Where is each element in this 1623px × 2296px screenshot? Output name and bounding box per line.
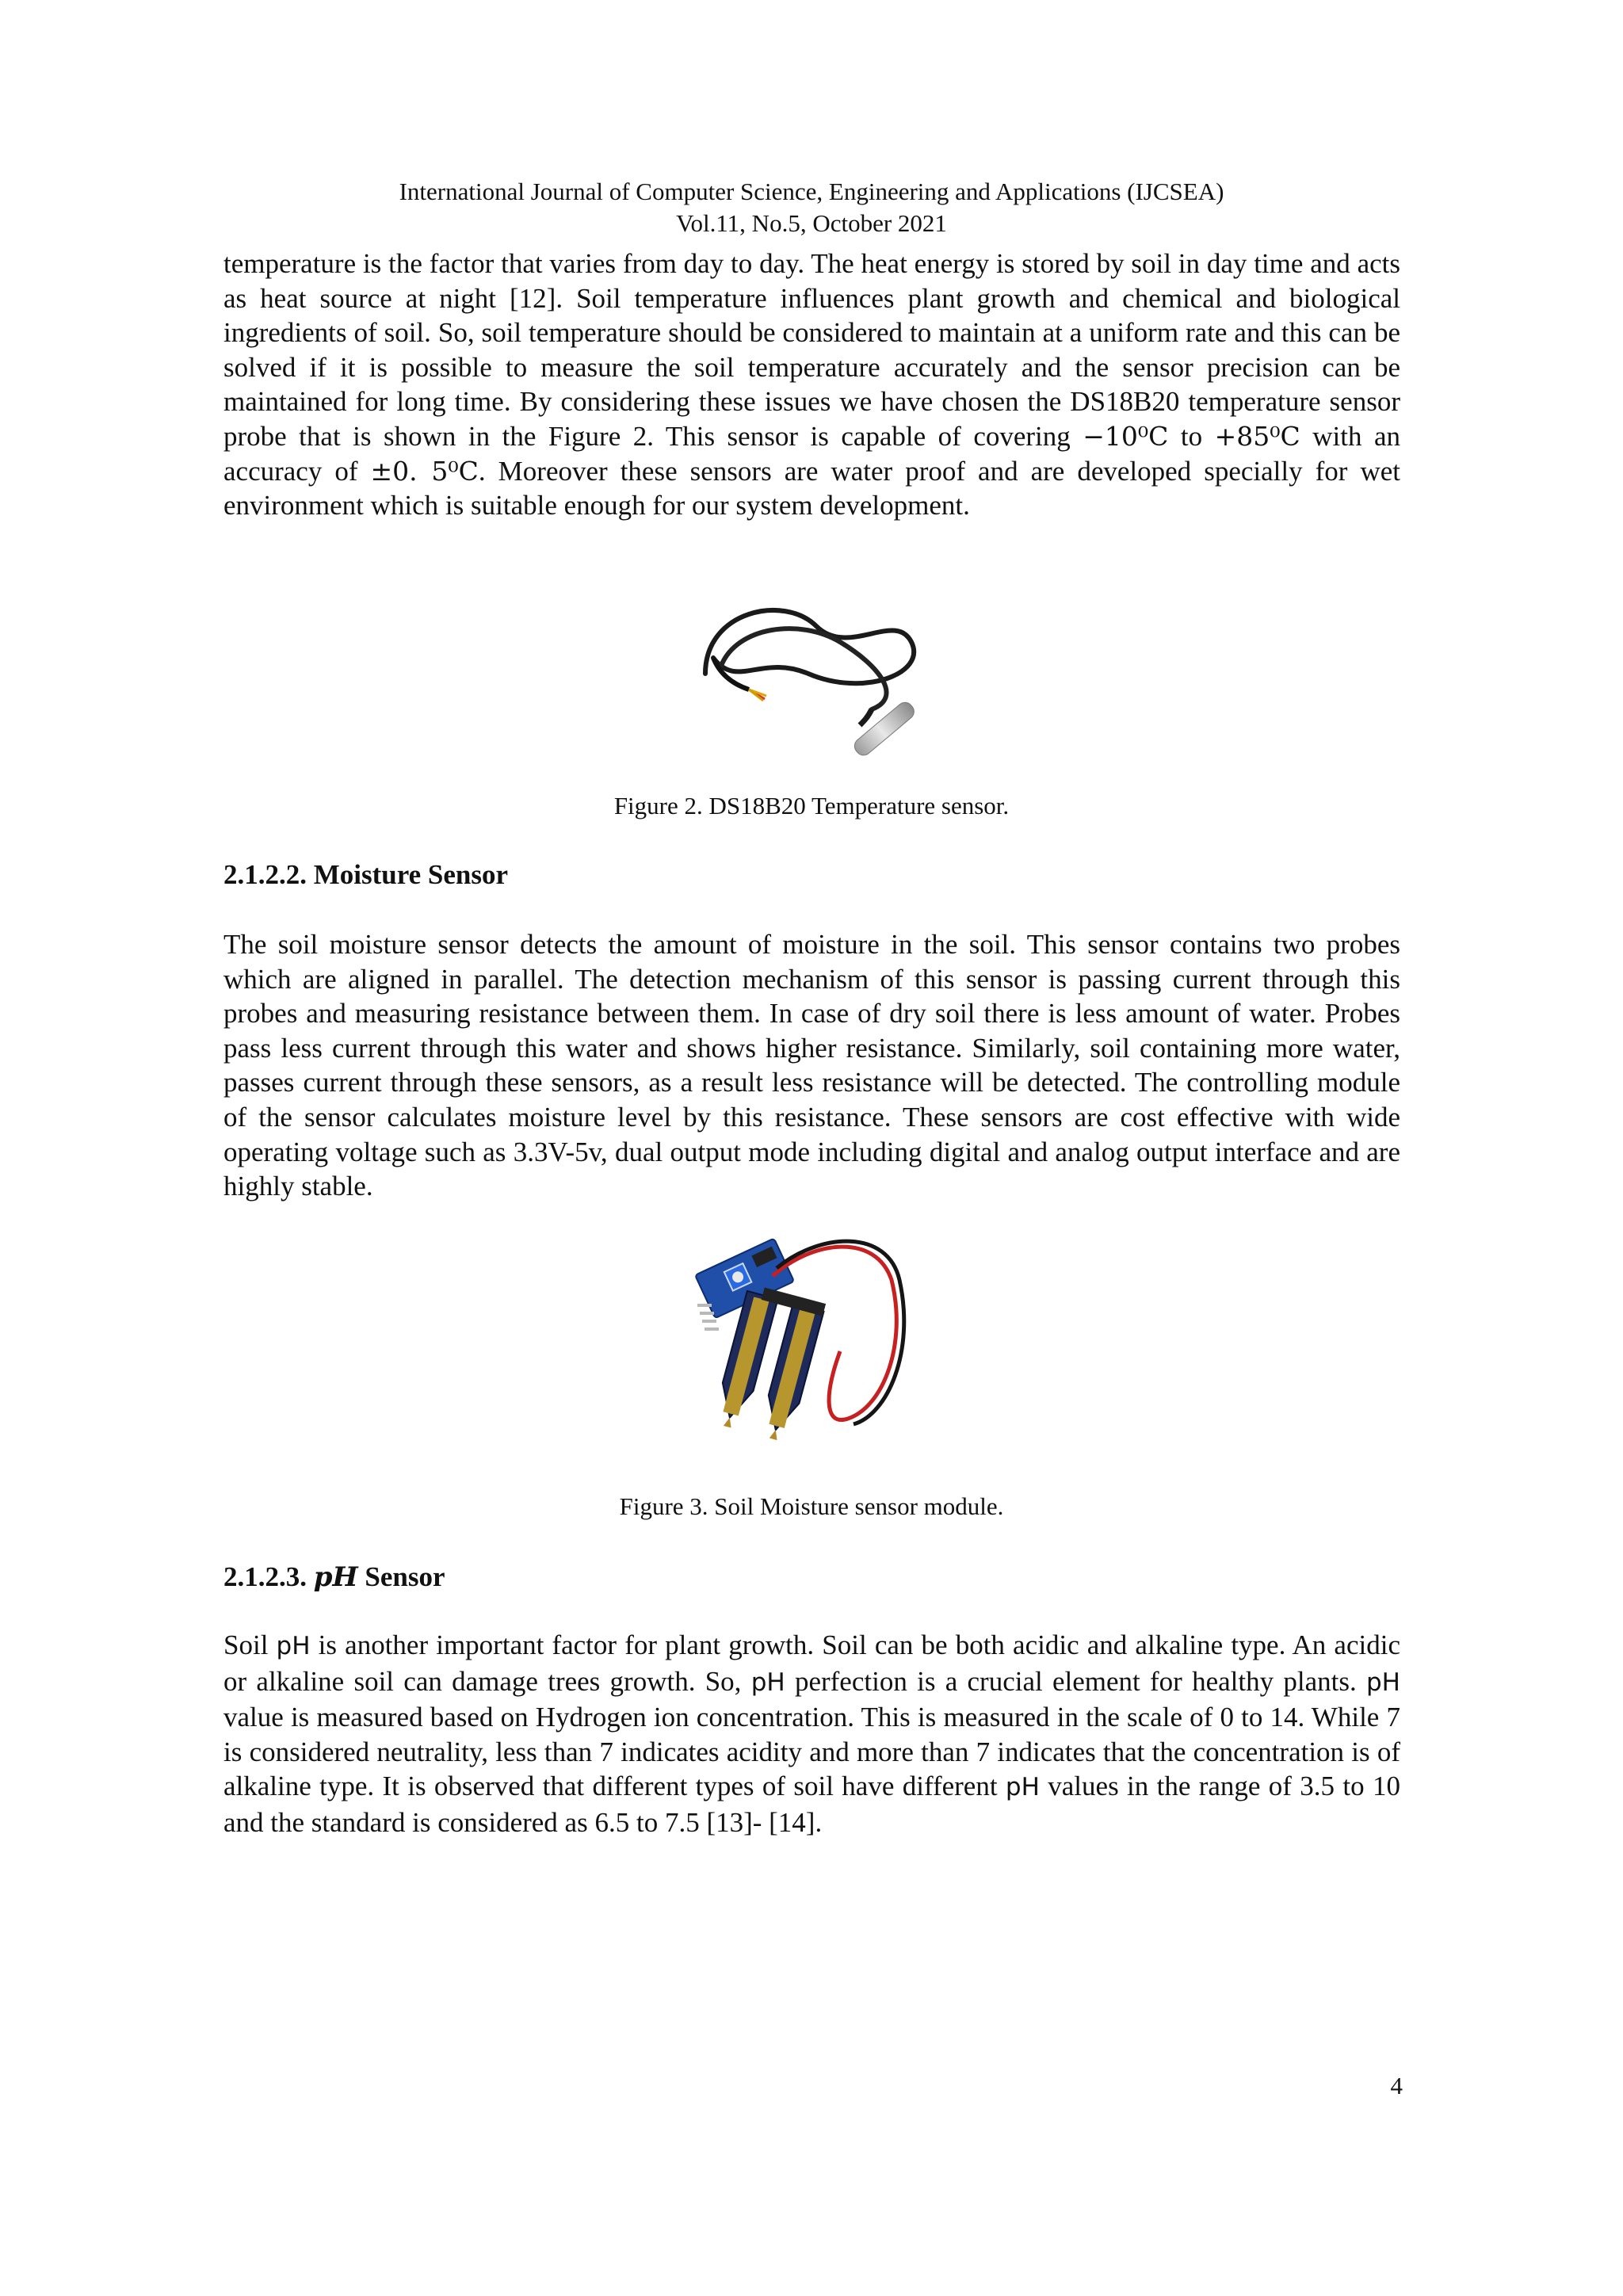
temp-high-value: +85⁰C — [1214, 420, 1300, 452]
ds18b20-sensor-image — [689, 579, 943, 769]
accuracy-value: ±0. 5⁰C — [370, 455, 479, 487]
page-number: 4 — [1390, 2072, 1403, 2099]
paragraph-temperature-part1: temperature is the factor that varies from day to day. The heat energy is stored by soil in day time and acts as heat source at night [12]. Soil temperature influences plant growth and chemical and biological ingredients of soil. So, soil temperature should be considered to maintain at a uniform rate and this can be solved if it is possible to measure the soil temperature accurately and the sensor precision can be maintained for long time. By considering these issues we have chosen the DS18B20 temperature sensor probe that is shown in the Figure 2. This sensor is capable of covering — [223, 248, 1400, 452]
ph-text-2: is another important factor for plant growth. Soil can be both acidic and alkaline type. An acidic or alkaline soil can damage trees growth. So, — [223, 1629, 1400, 1697]
figure2-caption: Figure 2. DS18B20 Temperature sensor. — [613, 792, 1010, 819]
ph-text-4: value is measured based on Hydrogen ion concentration. This is measured in the scale of 0 to 14. While 7 is considered neutrality, less than 7 indicates acidity and more than 7 indicates that the concentration is of alkaline type. It is observed that different types of soil have different — [223, 1702, 1400, 1802]
ph-symbol-1: pH — [276, 1632, 311, 1660]
journal-title: International Journal of Computer Science, Engineering and Applications (IJCSEA) — [399, 178, 1224, 205]
temp-low-value: −10⁰C — [1083, 420, 1169, 452]
ph-text-1: Soil — [223, 1629, 277, 1660]
paragraph-ph — [223, 1628, 1400, 1840]
ph-text-5: values in the range of 3.5 to 10 and the standard is considered as 6.5 to 7.5 [13]- [14]. — [223, 1771, 1400, 1838]
soil-moisture-sensor-image — [685, 1232, 939, 1470]
ph-symbol-4: pH — [1005, 1773, 1040, 1802]
ph-sensor-heading — [223, 1560, 445, 1595]
moisture-sensor-heading: 2.1.2.2. Moisture Sensor — [223, 859, 509, 890]
journal-header — [0, 176, 1623, 239]
ph-symbol-2: pH — [750, 1668, 785, 1697]
paragraph-temperature-part2: . Moreover these sensors are water proof and are developed specially for wet environment which is suitable enough for our system development. — [223, 455, 1400, 521]
journal-volume: Vol.11, No.5, October 2021 — [676, 209, 947, 237]
ph-text-3: perfection is a crucial element for healthy plants. — [785, 1665, 1366, 1697]
ph-heading-symbol: pH — [313, 1561, 358, 1593]
to-text: to — [1168, 420, 1215, 452]
paragraph-moisture: The soil moisture sensor detects the amount of moisture in the soil. This sensor contains two probes which are aligned in parallel. The detection mechanism of this sensor is passing current through this probes and measuring resistance between them. In case of dry soil there is less amount of water. Probes pass less current through this water and shows higher resistance. Similarly, soil containing more water, passes current through these sensors, as a result less resistance will be detected. The controlling module of the sensor calculates moisture level by this resistance. These sensors are cost effective with wide operating voltage such as 3.3V-5v, dual output mode including digital and analog output interface and are highly stable. — [223, 929, 1400, 1202]
accuracy-text: with an accuracy of — [223, 420, 1400, 487]
paragraph-temperature — [223, 246, 1400, 523]
ph-symbol-3: pH — [1366, 1668, 1400, 1697]
figure3-caption: Figure 3. Soil Moisture sensor module. — [619, 1492, 1004, 1520]
ph-heading-suffix: Sensor — [357, 1561, 445, 1592]
ph-heading-number: 2.1.2.3. — [223, 1561, 314, 1592]
